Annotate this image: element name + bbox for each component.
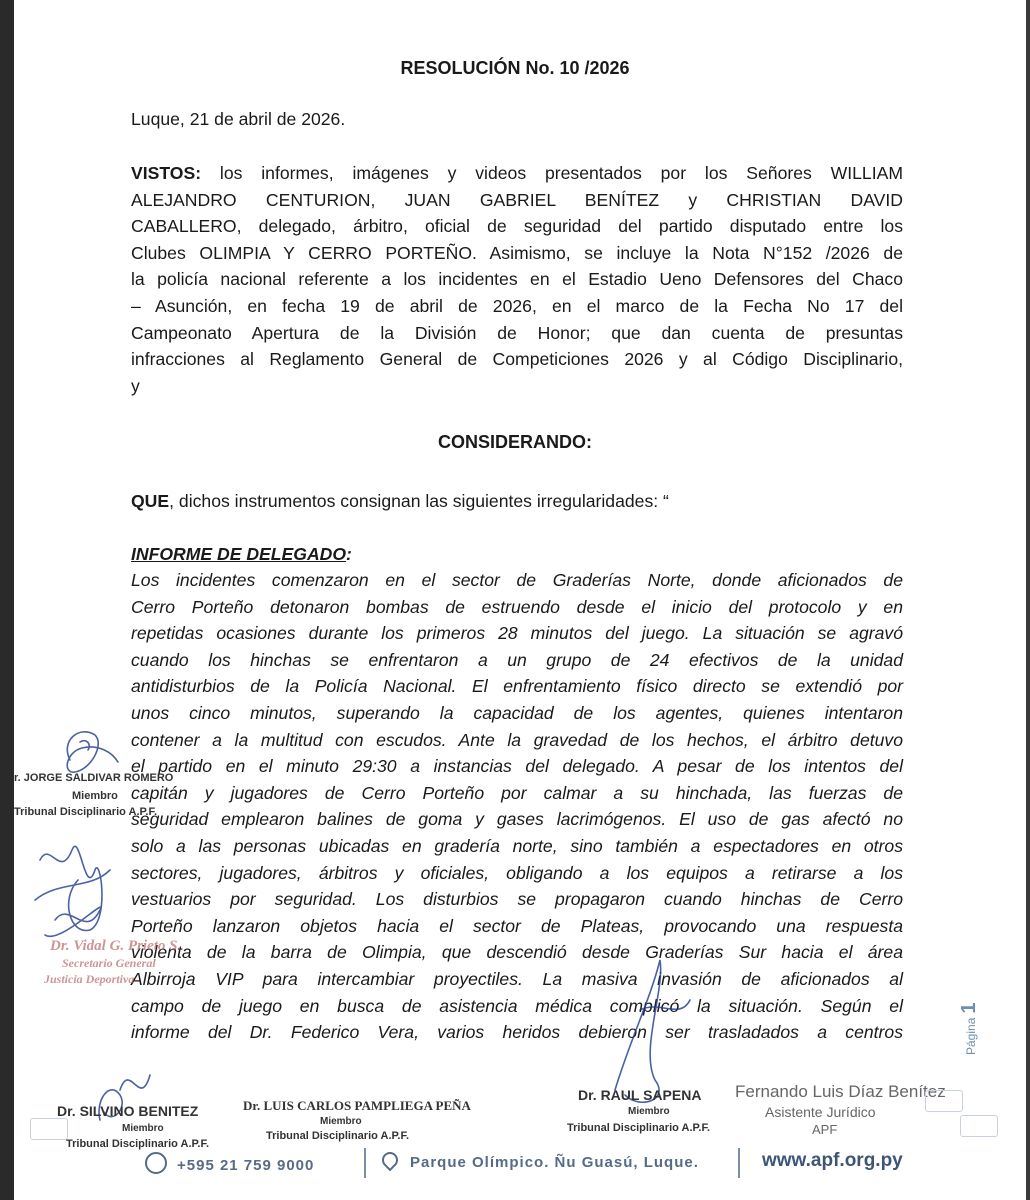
informe-line: solo a las personas ubicadas en gradería norte, sino también a espectadores en otros — [131, 835, 903, 856]
vistos-line: CABALLERO, delegado, árbitro, oficial de seguridad del partido disputado entre los — [131, 216, 903, 237]
signature-sapena-role: Miembro — [628, 1106, 670, 1117]
signature-diaz-role: Asistente Jurídico — [765, 1104, 876, 1120]
informe-line: sectores, jugadores, árbitros y oficiales, obligando a los equipos a retirarse a los — [131, 862, 903, 883]
informe-line: Los incidentes comenzaron en el sector de Graderías Norte, donde aficionados de — [131, 570, 903, 590]
considerando-heading: CONSIDERANDO: — [437, 432, 592, 452]
signature-sapena-name: Dr. RAUL SAPENA — [578, 1087, 702, 1103]
informe-line: repetidas ocasiones durante los primeros 28 minutos del juego. La situación se agravó — [131, 623, 903, 644]
informe-line: cuando los hinchas se enfrentaron a un grupo de 24 efectivos de la unidad — [131, 649, 903, 670]
signature-diaz-org: APF — [812, 1122, 838, 1137]
page-number: 1 — [958, 1002, 980, 1014]
location-pin-icon — [379, 1149, 402, 1172]
footer-hex-decoration — [925, 1090, 963, 1112]
vistos-paragraph — [131, 160, 903, 399]
informe-line: Porteño lanzaron objetos hacia el sector de Plateas, provocando una respuesta — [131, 915, 903, 936]
footer-address: Parque Olímpico. Ñu Guasú, Luque. — [382, 1152, 699, 1171]
stamp-prieto-role: Secretario General — [62, 956, 156, 970]
informe-line: contener a la multitud con escudos. Ante la gravedad de los hechos, el árbitro detuvo — [131, 729, 903, 750]
informe-line: antidisturbios de la Policía Nacional. El enfrentamiento físico directo se extendió por — [131, 676, 903, 697]
vistos-line: infracciones al Reglamento General de Competiciones 2026 y al Código Disciplinario, — [131, 349, 903, 370]
signature-benitez-role: Miembro — [122, 1123, 164, 1134]
informe-line: Albirroja VIP para intercambiar proyectiles. La masiva invasión de aficionados al — [131, 968, 903, 989]
footer-phone: +595 21 759 9000 — [145, 1152, 314, 1174]
vistos-line: ALEJANDRO CENTURION, JUAN GABRIEL BENÍTEZ y CHRISTIAN DAVID — [131, 189, 903, 210]
vistos-line: VISTOS: los informes, imágenes y videos presentados por los Señores WILLIAM — [131, 163, 903, 183]
signature-benitez-name: Dr. SILVINO BENITEZ — [57, 1103, 199, 1119]
informe-line: seguridad emplearon balines de goma y gases lacrimógenos. El uso de gas afectó no — [131, 809, 903, 830]
stamp-prieto-org: Justicia Deportiva — [44, 972, 135, 986]
document-title: RESOLUCIÓN No. 10 /2026 — [400, 58, 630, 78]
informe-line: Cerro Porteño detonaron bombas de estruendo desde el inicio del protocolo y en — [131, 596, 903, 617]
vistos-label: VISTOS: — [131, 163, 202, 183]
vistos-line: la policía nacional referente a los incidentes en el Estadio Ueno Defensores del Chaco — [131, 269, 903, 290]
que-label: QUE — [131, 491, 170, 511]
informe-paragraph — [131, 567, 903, 1046]
informe-line: capitán y jugadores de Cerro Porteño por calmar a su hinchada, las fuerzas de — [131, 782, 903, 803]
informe-line: unos cinco minutos, superando la capacidad de los agentes, quienes intentaron — [131, 702, 903, 723]
footer-hex-decoration — [30, 1118, 68, 1140]
letterhead-footer — [0, 1140, 1030, 1190]
informe-line: vestuarios por seguridad. Los disturbios se propagaron cuando hinchas de Cerro — [131, 889, 903, 910]
que-paragraph: QUE, dichos instrumentos consignan las siguientes irregularidades: “ — [131, 491, 669, 511]
date-line: Luque, 21 de abril de 2026. — [131, 109, 346, 129]
vistos-line: – Asunción, en fecha 19 de abril de 2026, en el marco de la Fecha No 17 del — [131, 295, 903, 316]
footer-separator — [738, 1148, 740, 1178]
signature-pampliega-name: Dr. LUIS CARLOS PAMPLIEGA PEÑA — [243, 1098, 471, 1113]
signature-benitez-org: Tribunal Disciplinario A.P.F. — [66, 1138, 210, 1150]
stamp-prieto-name: Dr. Vidal G. Prieto S. — [50, 938, 182, 954]
vistos-line: Clubes OLIMPIA Y CERRO PORTEÑO. Asimismo, se incluye la Nota N°152 /2026 de — [131, 242, 903, 263]
signature-sapena-org: Tribunal Disciplinario A.P.F. — [567, 1122, 711, 1134]
footer-hex-decoration — [960, 1115, 998, 1137]
informe-line: violenta de la barra de Olimpia, que descendió desde Graderías Sur hacia el área — [131, 942, 903, 963]
signature-saldivar-org: Tribunal Disciplinario A.P.F. — [14, 806, 158, 818]
footer-website-link[interactable]: www.apf.org.py — [762, 1150, 903, 1171]
signature-diaz-name: Fernando Luis Díaz Benítez — [735, 1082, 946, 1101]
informe-heading: INFORME DE DELEGADO: — [131, 544, 352, 564]
vistos-line: y — [131, 375, 140, 396]
page-number-label: Página1 — [958, 1002, 980, 1055]
informe-line: informe del Dr. Federico Vera, varios heridos debieron ser trasladados a centros — [131, 1022, 903, 1043]
informe-line: el partido en el minuto 29:30 a instancias del delegado. A pesar de los intentos del — [131, 756, 903, 777]
whatsapp-icon — [145, 1152, 167, 1174]
informe-line: campo de juego en busca de asistencia médica complicó la situación. Según el — [131, 995, 903, 1016]
footer-separator — [364, 1148, 366, 1178]
signature-saldivar-role: Miembro — [72, 790, 118, 802]
signature-saldivar-name: r. JORGE SALDIVAR ROMERO — [14, 772, 174, 784]
signature-pampliega-org: Tribunal Disciplinario A.P.F. — [266, 1130, 410, 1142]
vistos-line: Campeonato Apertura de la División de Honor; que dan cuenta de presuntas — [131, 322, 903, 343]
signature-pampliega-role: Miembro — [320, 1116, 362, 1127]
